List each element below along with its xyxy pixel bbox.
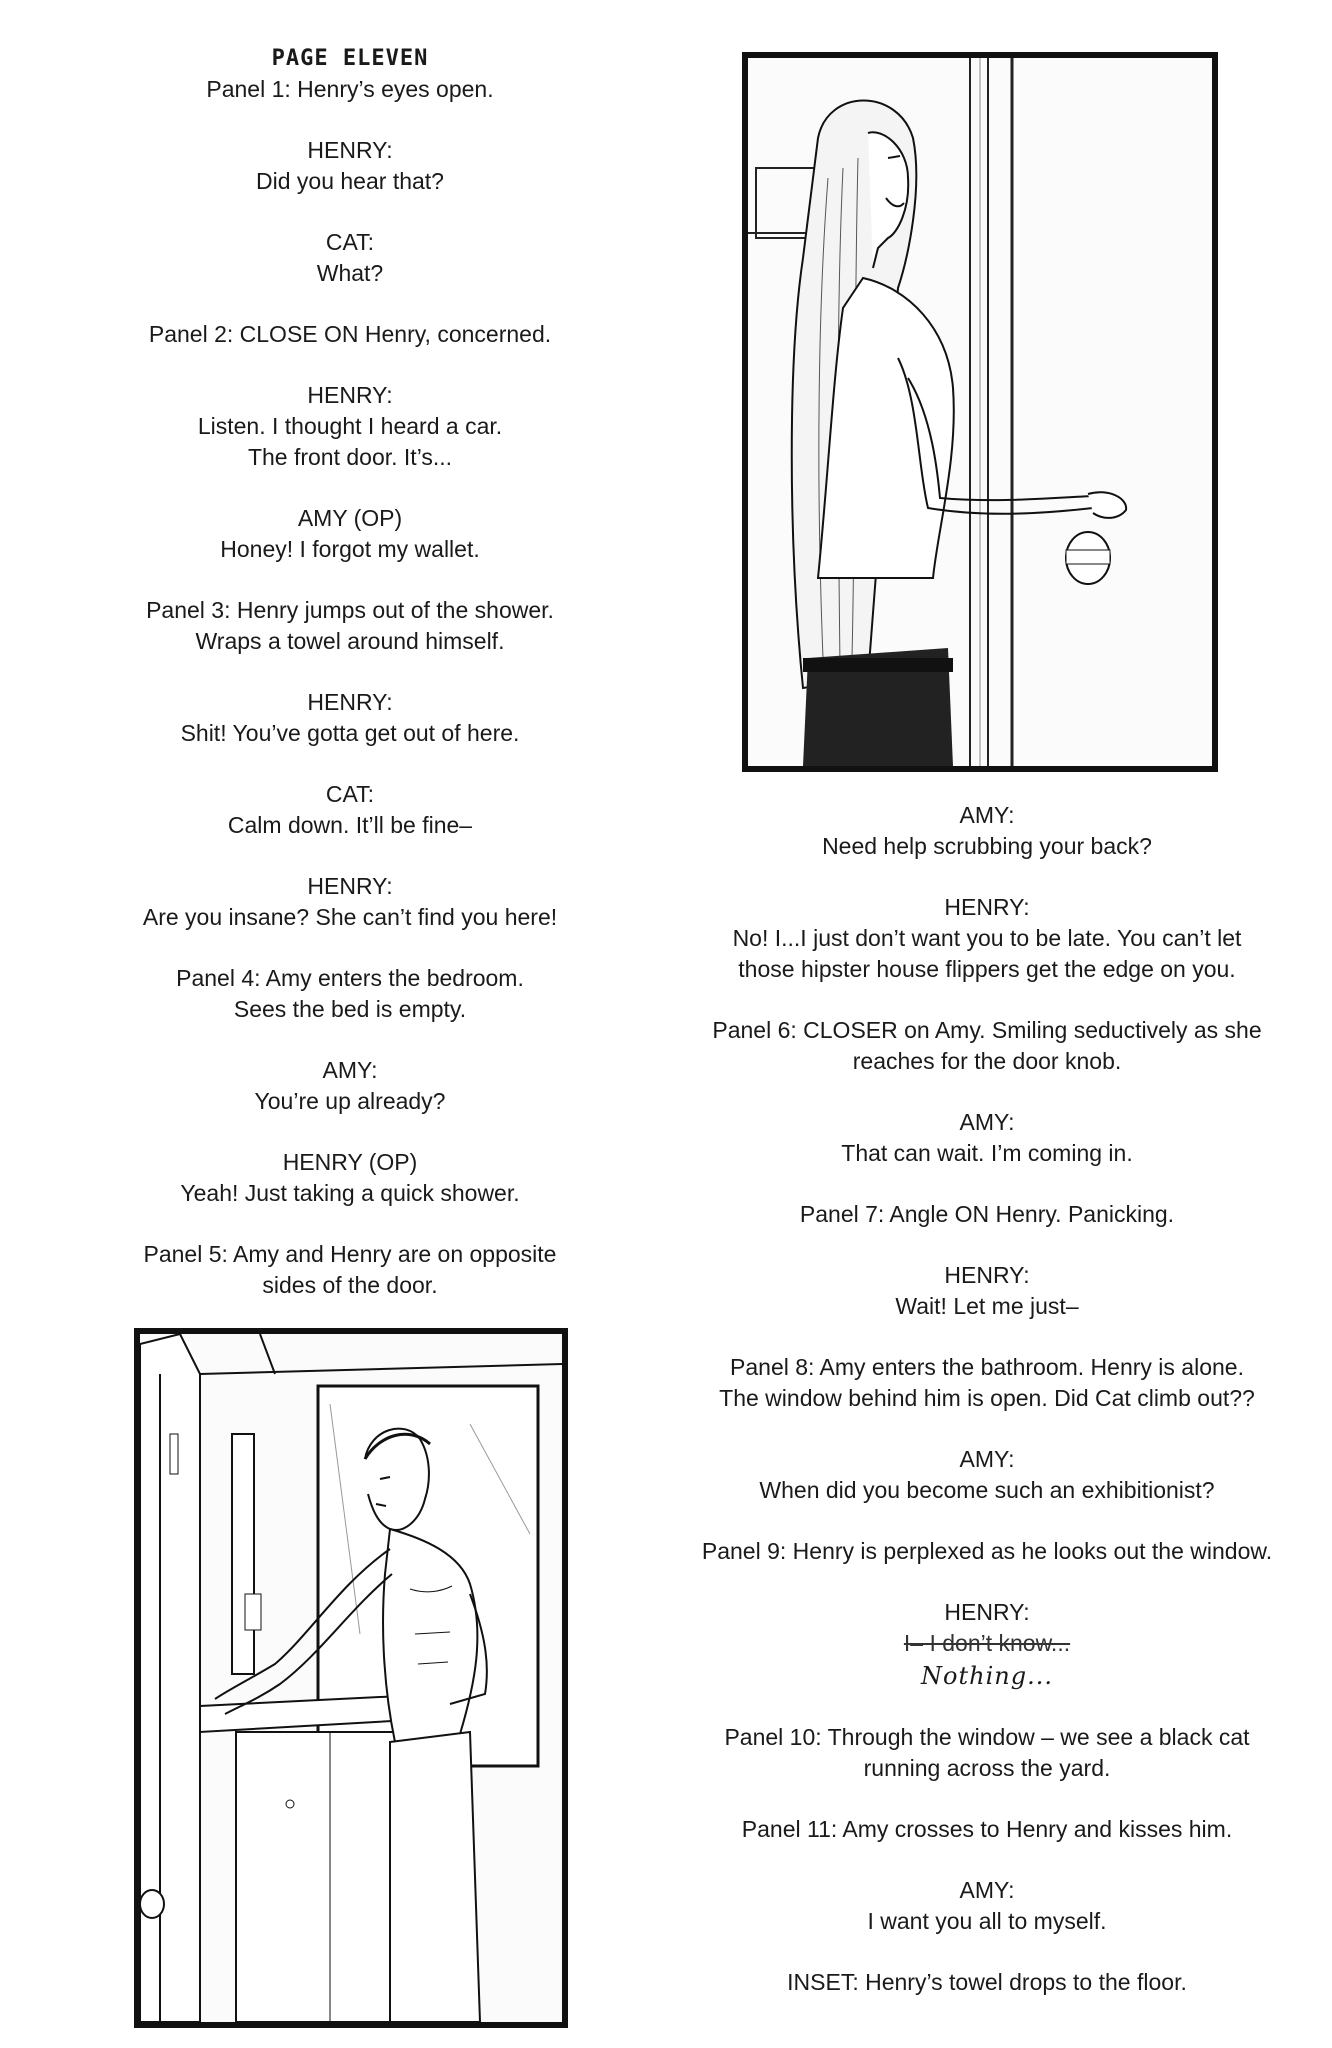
script-line: Panel 11: Amy crosses to Henry and kisses him. [741,1816,1233,1842]
struck-dialogue: I– I don’t know... [903,1630,1071,1656]
script-line: Panel 6: CLOSER on Amy. Smiling seductively as she [712,1017,1262,1043]
script-line: Wait! Let me just– [895,1293,1079,1319]
script-block [100,319,600,350]
script-line: Calm down. It’ll be fine– [227,812,473,838]
script-line: CAT: [325,781,375,807]
left-script-blocks [100,74,600,1301]
script-block [100,1239,600,1301]
script-block [672,1967,1302,1998]
script-line: Are you insane? She can’t find you here! [142,904,558,930]
script-line: The front door. It’s... [247,444,453,470]
script-line: AMY: [959,1446,1015,1472]
script-line: AMY: [959,1109,1015,1135]
script-block [672,1722,1302,1784]
amy-at-door-panel [742,52,1218,772]
script-line: HENRY: [307,137,393,163]
script-line: Honey! I forgot my wallet. [220,536,480,562]
handwritten-correction: Nothing... [921,1662,1053,1690]
script-block [672,1875,1302,1937]
script-line: The window behind him is open. Did Cat climb out?? [719,1385,1255,1411]
script-block [100,74,600,105]
script-line: Panel 5: Amy and Henry are on opposite [143,1241,557,1267]
script-line: AMY: [959,1877,1015,1903]
script-block [100,380,600,473]
script-line: those hipster house flippers get the edge on you. [738,956,1236,982]
script-block [100,1147,600,1209]
script-block [672,1260,1302,1322]
script-line: HENRY (OP) [282,1149,418,1175]
script-line: HENRY: [944,894,1030,920]
script-line: When did you become such an exhibitionist? [759,1477,1215,1503]
amy-at-door-illustration [748,58,1212,766]
script-block [100,503,600,565]
script-line: Panel 9: Henry is perplexed as he looks out the window. [701,1538,1273,1564]
script-line: HENRY: [307,873,393,899]
script-line: Wraps a towel around himself. [195,628,505,654]
script-line: Panel 3: Henry jumps out of the shower. [146,597,554,623]
script-line: sides of the door. [262,1272,438,1298]
script-line: Yeah! Just taking a quick shower. [180,1180,520,1206]
script-line: CAT: [325,229,375,255]
script-block [100,963,600,1025]
script-line: HENRY: [307,689,393,715]
script-block [672,1536,1302,1567]
script-block [100,871,600,933]
script-line: running across the yard. [863,1755,1111,1781]
script-block [672,1199,1302,1230]
script-block [100,227,600,289]
left-script-column [100,44,600,1331]
script-line: Shit! You’ve gotta get out of here. [180,720,520,746]
script-line: Panel 10: Through the window – we see a black cat [724,1724,1250,1750]
script-line: Panel 2: CLOSE ON Henry, concerned. [148,321,552,347]
script-block [100,595,600,657]
script-line: Sees the bed is empty. [233,996,467,1022]
script-block [672,800,1302,862]
script-line: What? [316,260,384,286]
script-line: HENRY: [307,382,393,408]
script-line: That can wait. I’m coming in. [841,1140,1133,1166]
script-block [100,1055,600,1117]
script-line: No! I...I just don’t want you to be late. You can’t let [732,925,1242,951]
script-line: You’re up already? [254,1088,446,1114]
script-line: Panel 8: Amy enters the bathroom. Henry is alone. [730,1354,1244,1380]
script-line: HENRY: [944,1262,1030,1288]
script-block [672,1352,1302,1414]
script-block [100,779,600,841]
henry-final-dialogue [672,1597,1302,1692]
speaker-label: HENRY: [944,1599,1030,1625]
script-line: AMY: [322,1057,378,1083]
script-line: AMY (OP) [297,505,403,531]
script-block [672,1814,1302,1845]
script-line: I want you all to myself. [867,1908,1107,1934]
script-line: Panel 1: Henry’s eyes open. [206,76,494,102]
script-line: Panel 7: Angle ON Henry. Panicking. [799,1201,1175,1227]
right-script-blocks-end [672,1722,1302,1998]
script-line: Panel 4: Amy enters the bedroom. [176,965,524,991]
right-script-column [672,800,1302,2028]
henry-in-bathroom-panel [134,1328,568,2028]
right-script-blocks [672,800,1302,1567]
script-block [672,1015,1302,1077]
script-line: AMY: [959,802,1015,828]
henry-in-bathroom-illustration [140,1334,562,2022]
script-line: INSET: Henry’s towel drops to the floor. [787,1969,1187,1995]
script-line: Did you hear that? [256,168,444,194]
script-line: Listen. I thought I heard a car. [197,413,503,439]
script-line: reaches for the door knob. [852,1048,1122,1074]
script-block [672,1107,1302,1169]
script-block [100,135,600,197]
script-block [672,1444,1302,1506]
script-line: Need help scrubbing your back? [822,833,1152,859]
script-block [672,892,1302,985]
script-block [100,687,600,749]
page-title: PAGE ELEVEN [271,46,429,71]
